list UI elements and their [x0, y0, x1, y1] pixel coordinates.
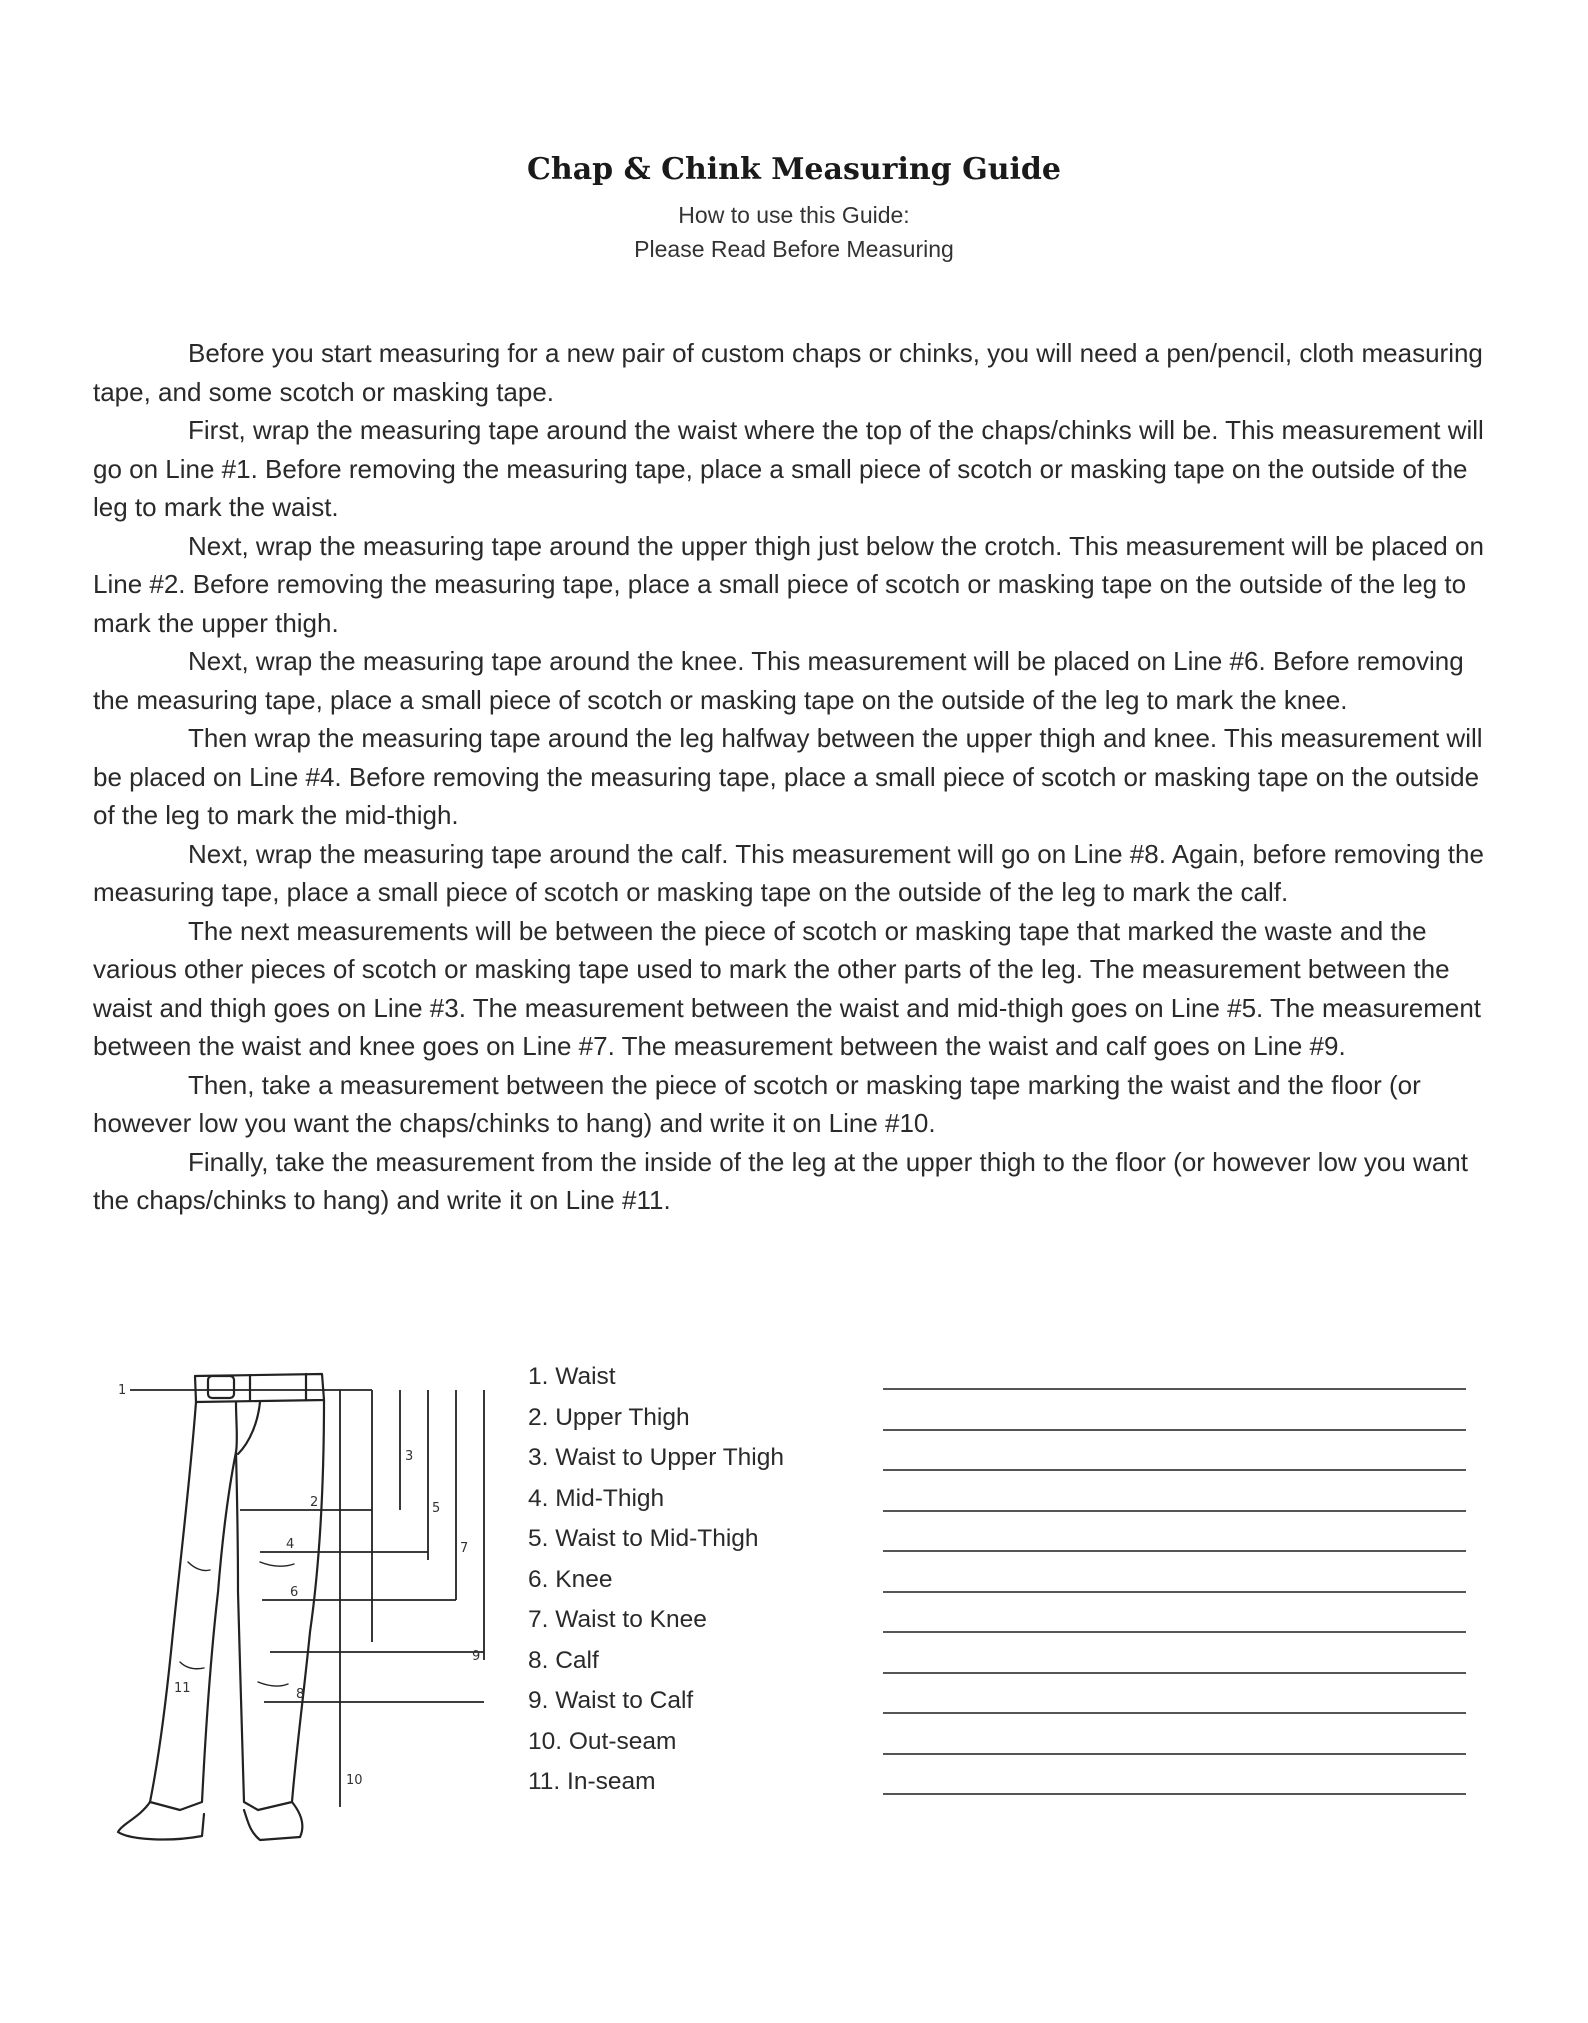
diagram-label: 7 [460, 1541, 469, 1556]
list-item: 6. Knee [528, 1565, 613, 1593]
list-item: 5. Waist to Mid-Thigh [528, 1525, 759, 1552]
paragraph: Then, take a measurement between the piece of scotch or masking tape marking the waist and the floor (or however low you want the chaps/chinks to hang) and write it on Line #10. [93, 1069, 1421, 1138]
list-item: 8. Calf [528, 1646, 599, 1674]
pants-right-leg [236, 1400, 324, 1810]
answer-line[interactable] [883, 1755, 1466, 1796]
paragraph: The next measurements will be between the piece of scotch or masking tape that marked the waste and the various other pieces of scotch or masking tape used to mark the other parts of the leg. The measurement between the waist and thigh goes on Line #3. The measurement between the waist and mid-thigh goes on Line #5. The measurement between the waist and knee goes on Line #7. The measurement between the waist and calf goes on Line #9. [93, 915, 1482, 1061]
diagram-label: 5 [432, 1501, 441, 1516]
diagram-label: 10 [346, 1773, 363, 1788]
answer-line[interactable] [883, 1390, 1466, 1431]
paragraph: Next, wrap the measuring tape around the calf. This measurement will go on Line #8. Again, before removing the measuring tape, place a small piece of scotch or masking tape on the outside of the leg to mark the calf. [93, 838, 1484, 907]
list-item: 3. Waist to Upper Thigh [528, 1444, 785, 1471]
belt-buckle [208, 1376, 234, 1398]
answer-line[interactable] [883, 1431, 1466, 1472]
instructions-body [93, 334, 1493, 1220]
diagram-label: 2 [310, 1495, 319, 1510]
paragraph: Next, wrap the measuring tape around the knee. This measurement will be placed on Line #6. Before removing the measuring tape, place a small piece of scotch or masking tape on the outside of the leg to mark the knee. [93, 646, 1464, 715]
list-item: 1. Waist [528, 1363, 616, 1390]
subtitle-how-to: How to use this Guide: [678, 202, 910, 228]
diagram-label: 4 [286, 1537, 295, 1552]
page-title: Chap & Chink Measuring Guide [527, 152, 1061, 187]
list-item: 10. Out-seam [528, 1727, 677, 1755]
list-item: 11. In-seam [528, 1768, 656, 1795]
subtitle-read-before: Please Read Before Measuring [634, 236, 954, 262]
answer-line[interactable] [883, 1471, 1466, 1512]
answer-line[interactable] [883, 1674, 1466, 1715]
pants-left-leg [150, 1402, 236, 1810]
diagram-label: 3 [405, 1449, 414, 1464]
list-item: 7. Waist to Knee [528, 1606, 707, 1633]
pants-measurement-diagram [110, 1362, 510, 1862]
diagram-label: 1 [118, 1383, 127, 1398]
answer-line[interactable] [883, 1512, 1466, 1553]
answer-line[interactable] [883, 1714, 1466, 1755]
answer-line[interactable] [883, 1552, 1466, 1593]
list-item: 4. Mid-Thigh [528, 1484, 665, 1512]
answer-line[interactable] [883, 1633, 1466, 1674]
paragraph: Next, wrap the measuring tape around the upper thigh just below the crotch. This measurement will be placed on Line #2. Before removing the measuring tape, place a small piece of scotch or masking tape on the outside of the leg to mark the upper thigh. [93, 530, 1484, 638]
list-item: 2. Upper Thigh [528, 1403, 690, 1431]
list-item: 9. Waist to Calf [528, 1687, 694, 1714]
answer-lines [883, 1388, 1466, 1795]
paragraph: Then wrap the measuring tape around the leg halfway between the upper thigh and knee. This measurement will be placed on Line #4. Before removing the measuring tape, place a small piece of scotch or masking tape on the outside of the leg to mark the mid-thigh. [93, 723, 1483, 830]
diagram-label: 11 [174, 1681, 191, 1696]
answer-line[interactable] [883, 1593, 1466, 1634]
diagram-label: 6 [290, 1585, 299, 1600]
left-boot [118, 1802, 204, 1839]
diagram-label: 9 [472, 1649, 481, 1664]
diagram-label: 8 [296, 1687, 305, 1702]
paragraph: First, wrap the measuring tape around the waist where the top of the chaps/chinks will be. This measurement will go on Line #1. Before removing the measuring tape, place a small piece of scotch or masking tape on the outside of the leg to mark the waist. [93, 415, 1484, 522]
paragraph: Before you start measuring for a new pair of custom chaps or chinks, you will need a pen/pencil, cloth measuring tape, and some scotch or masking tape. [93, 338, 1483, 407]
paragraph: Finally, take the measurement from the inside of the leg at the upper thigh to the floor (or however low you want the chaps/chinks to hang) and write it on Line #11. [93, 1146, 1468, 1215]
